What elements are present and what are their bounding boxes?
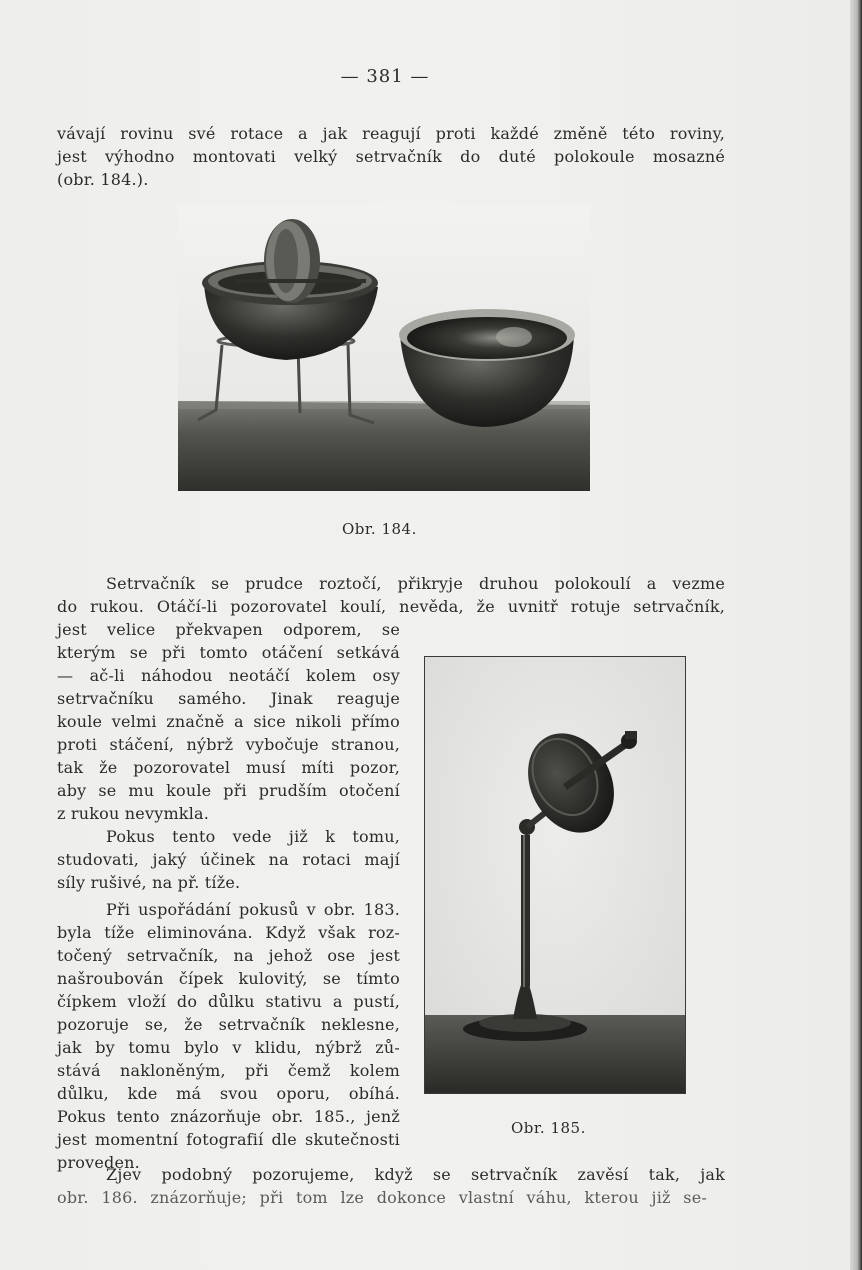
figure-184-caption: Obr. 184.: [342, 520, 417, 538]
text-line: setrvačníku samého. Jinak reaguje: [57, 689, 400, 708]
text-line: důlku, kde má svou oporu, obíhá.: [57, 1084, 400, 1103]
text-line: pozoruje se, že setrvačník neklesne,: [57, 1015, 400, 1034]
text-line: do rukou. Otáčí-li pozorovatel koulí, nevěda, že uvnitř rotuje setrvačník,: [57, 597, 725, 616]
text-line: Setrvačník se prudce roztočí, přikryje druhou polokoulí a vezme: [106, 574, 725, 593]
text-line: Pokus tento vede již k tomu,: [106, 827, 400, 846]
text-line: Pokus tento znázorňuje obr. 185., jenž: [57, 1107, 400, 1126]
page-number: — 381 —: [340, 66, 430, 87]
text-line: jak by tomu bylo v klidu, nýbrž zů-: [57, 1038, 400, 1057]
text-line: jest velice překvapen odporem, se: [57, 620, 400, 639]
text-line: Při uspořádání pokusů v obr. 183.: [106, 900, 400, 919]
page-edge-shadow: [850, 0, 862, 1270]
text-line: kterým se při tomto otáčení setkává: [57, 643, 400, 662]
text-line: proti stáčení, nýbrž vybočuje stranou,: [57, 735, 400, 754]
figure-184-photo: [178, 205, 590, 491]
figure-185-photo: [424, 656, 686, 1094]
text-line: stává nakloněným, při čemž kolem: [57, 1061, 400, 1080]
text-line: Zjev podobný pozorujeme, když se setrvačník zavěsí tak, jak: [106, 1165, 725, 1184]
text-line: síly rušivé, na př. tíže.: [57, 873, 241, 892]
text-line: jest výhodno montovati velký setrvačník do duté polokoule mosazné: [57, 147, 725, 166]
text-line: vávají rovinu své rotace a jak reagují proti každé změně této roviny,: [57, 124, 725, 143]
text-line: koule velmi značně a sice nikoli přímo: [57, 712, 400, 731]
gyroscope-on-stand-image: [425, 657, 685, 1093]
text-line: jest momentní fotografií dle skutečnosti: [57, 1130, 400, 1149]
text-line: našroubován čípek kulovitý, se tímto: [57, 969, 400, 988]
text-line: — ač-li náhodou neotáčí kolem osy: [57, 666, 400, 685]
text-line: točený setrvačník, na jehož ose jest: [57, 946, 400, 965]
text-line: obr. 186. znázorňuje; při tom lze dokonce vlastní váhu, kterou již se-: [57, 1188, 707, 1207]
gyroscope-hemispheres-image: [178, 205, 590, 491]
text-line: z rukou nevymkla.: [57, 804, 210, 823]
text-line: tak že pozorovatel musí míti pozor,: [57, 758, 400, 777]
text-line: aby se mu koule při prudším otočení: [57, 781, 400, 800]
text-line: (obr. 184.).: [57, 170, 149, 189]
text-line: byla tíže eliminována. Když však roz-: [57, 923, 400, 942]
text-line: studovati, jaký účinek na rotaci mají: [57, 850, 400, 869]
figure-185-caption: Obr. 185.: [511, 1119, 586, 1137]
text-line: proveden.: [57, 1153, 140, 1172]
text-line: čípkem vloží do důlku stativu a pustí,: [57, 992, 400, 1011]
